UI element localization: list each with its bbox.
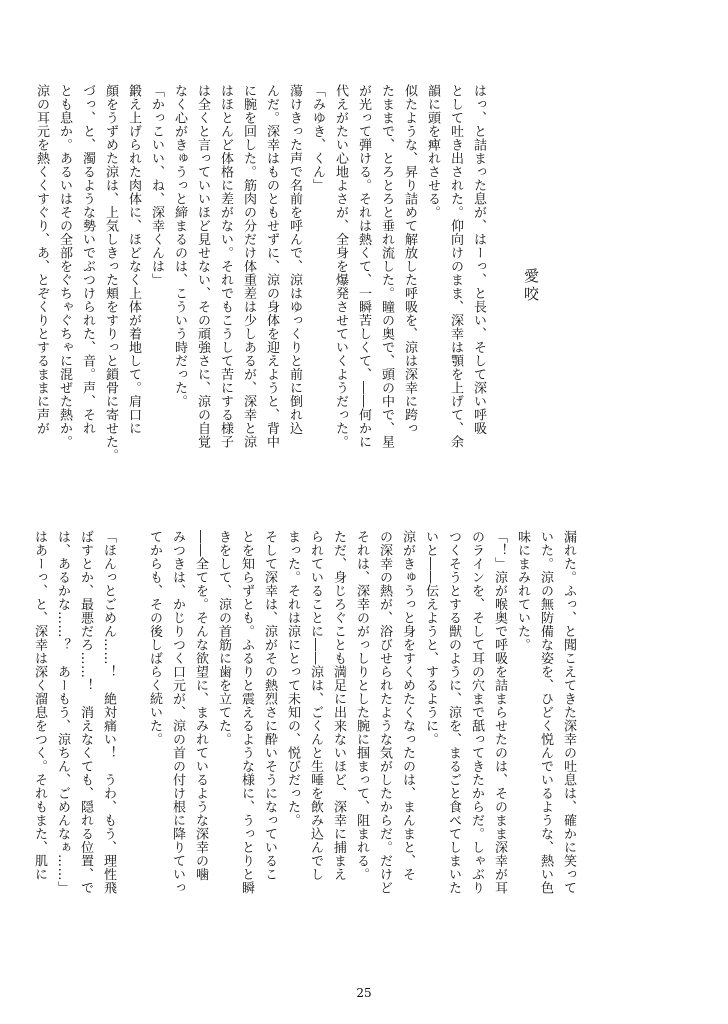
text-column: ばすとか、最悪だろ……！ 消えなくても、隠れる位置、で bbox=[78, 530, 93, 895]
text-column: 味にまみれていた。 bbox=[515, 530, 530, 652]
text-column: の深幸の熱が、浴びせられたような気がしたからだ。だけど bbox=[377, 530, 392, 895]
text-column: のラインを、そして耳の穴まで舐ってきたからだ。しゃぶり bbox=[469, 530, 484, 895]
text-column: ただ、身じろぐことも満足に出来ないほど、深幸に捕まえ bbox=[331, 530, 346, 881]
text-column: 涼がきゅうっと身をすくめたくなったのは、まんまと、そ bbox=[400, 530, 415, 881]
text-column bbox=[120, 530, 143, 915]
text-column: 蕩けきった声で名前を呼んで、涼はゆっくりと前に倒れ込 bbox=[287, 84, 302, 435]
text-column: まった。それは涼にとって未知の、悦びだった。 bbox=[285, 530, 300, 827]
chapter-title: 愛咬 bbox=[522, 268, 540, 304]
text-column: が光って弾ける。それは熱くて、一瞬苦しくて、――何かに bbox=[356, 84, 371, 449]
text-column: つくそうとする獣のように、涼を、まるごと食べてしまいた bbox=[446, 530, 461, 895]
text-column: 「みゆき、くん」 bbox=[310, 84, 325, 192]
page-number: 25 bbox=[356, 986, 372, 1000]
text-column: られていることに――涼は、ごくんと生唾を飲み込んでし bbox=[308, 530, 323, 881]
text-column: いと――伝えようと、するように。 bbox=[423, 530, 438, 746]
text-column: んだ。深幸はものともせずに、涼の身体を迎えようと、背中 bbox=[264, 84, 279, 449]
text-column: 似たような、昇り詰めて解放した呼吸を、涼は深幸に跨っ bbox=[402, 84, 417, 435]
text-column: は、あるかな……？ あーもう、涼ちん、ごめんなぁ……」 bbox=[55, 530, 70, 895]
text-column: そして深幸は、涼がその熱烈さに酔いそうになっているこ bbox=[262, 530, 277, 881]
text-column: づっ、と、濁るような勢いでぶつけられた、音。声、それ bbox=[80, 84, 95, 435]
text-column: 涼の耳元を熱くくすぐり、あ、とぞくりとするままに声が bbox=[34, 84, 49, 435]
text-column: として吐き出された。仰向けのまま、深幸は顎を上げて、余 bbox=[448, 84, 463, 449]
text-column: 「かっこいい、ね、深幸くんは」 bbox=[149, 84, 164, 287]
text-column: 「ほんっとごめん……！ 絶対痛い！ うわ、もう、理性飛 bbox=[101, 530, 116, 895]
text-column: はほとんど体格に差がない。それでもこうして苦にする様子 bbox=[218, 84, 233, 449]
text-column: ――全てを。そんな欲望に、まみれているような深幸の噛 bbox=[193, 530, 208, 881]
text-column: に腕を回した。筋肉の分だけ体重差は少しあるが、深幸と涼 bbox=[241, 84, 256, 449]
text-column: はあーっ、と、深幸は深く溜息をつく。それもまた、肌に bbox=[32, 530, 47, 881]
text-column: とも息か。あるいはその全部をぐちゃぐちゃに混ぜた熱か。 bbox=[57, 84, 72, 449]
text-column: 漏れた。ふっ、と聞こえてきた深幸の吐息は、確かに笑って bbox=[561, 530, 576, 895]
text-column: 韻に頭を痺れさせる。 bbox=[425, 84, 440, 219]
text-column: 「！」涼が喉奥で呼吸を詰まらせたのは、そのまま深幸が耳 bbox=[492, 530, 507, 895]
text-column: きをして、涼の首筋に歯を立てた。 bbox=[216, 530, 231, 746]
text-column: いた。涼の無防備な姿を、ひどく悦んでいるような、熱い色 bbox=[538, 530, 553, 895]
text-column: 代えがたい心地よさが、全身を爆発させていくようだった。 bbox=[333, 84, 348, 449]
text-column: みつきは、かじりつく口元が、涼の首の付け根に降りていっ bbox=[170, 530, 185, 895]
text-column: それは、深幸のがっしりとした腕に掴まって、阻まれる。 bbox=[354, 530, 369, 881]
text-column: は全くと言っていいほど見せない、その頑強さに、涼の自覚 bbox=[195, 84, 210, 449]
text-column: なく心がきゅうっと締まるのは、こういう時だった。 bbox=[172, 84, 187, 408]
text-column: 鍛え上げられた肉体に、ほどなく上体が着地して。肩口に bbox=[126, 84, 141, 435]
text-column: はっ、と詰まった息が、はーっ、と長い、そして深い呼吸 bbox=[471, 84, 486, 435]
lower-text-block bbox=[28, 530, 580, 915]
upper-text-block bbox=[30, 84, 490, 492]
text-column: てからも、その後しばらく続いた。 bbox=[147, 530, 162, 746]
text-column: たままで、とろとろと垂れ流した。瞳の奥で、頭の中で、星 bbox=[379, 84, 394, 449]
text-column: 顔をうずめた涼は、上気しきった頬をすりっと鎖骨に寄せた。 bbox=[103, 84, 118, 462]
text-column: とを知らずとも。ふるりと震えるような様に、うっとりと瞬 bbox=[239, 530, 254, 895]
